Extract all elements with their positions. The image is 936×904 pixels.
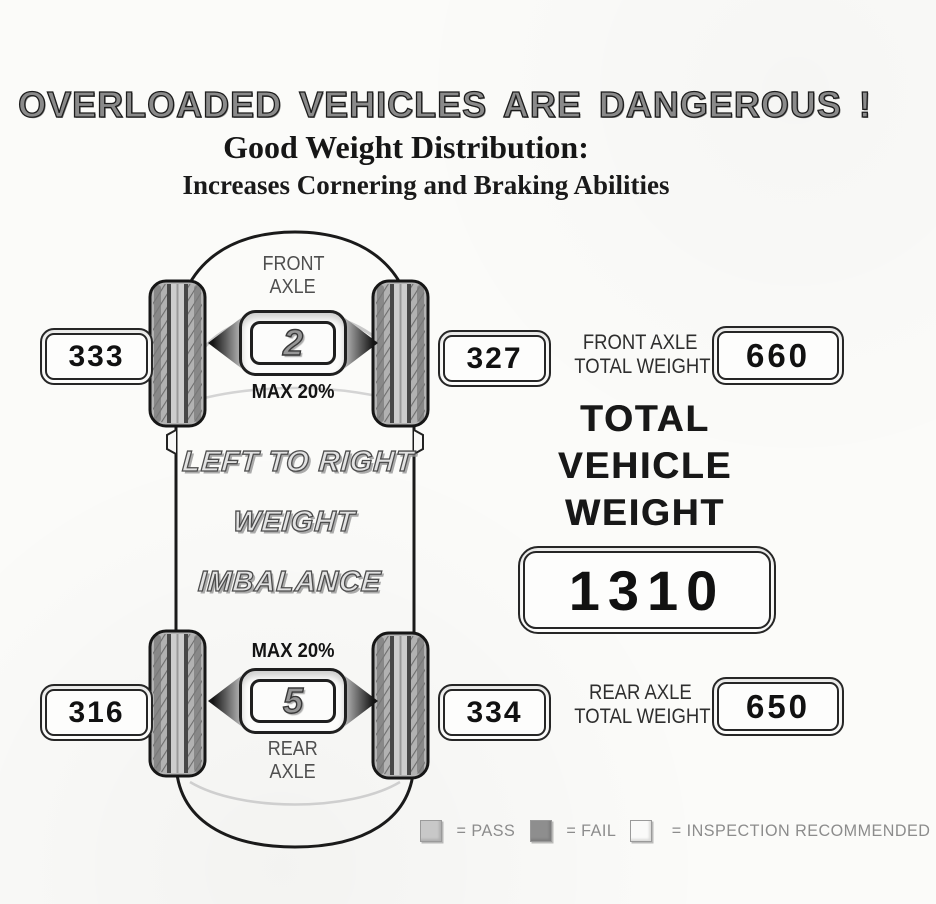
front-axle-total-box bbox=[712, 326, 844, 385]
status-legend bbox=[420, 817, 936, 845]
front-axle-total-label: FRONT AXLE TOTAL WEIGHT bbox=[574, 331, 711, 378]
imbalance-line2: WEIGHT bbox=[231, 506, 357, 538]
front-axle-caption bbox=[208, 253, 378, 299]
front-axle-caption-line1: FRONT bbox=[261, 253, 324, 275]
front-right-weight-box bbox=[438, 330, 551, 387]
rear-axle-caption bbox=[208, 738, 378, 784]
rear-right-weight-value: 334 bbox=[443, 689, 546, 736]
rear-left-weight-value: 316 bbox=[45, 689, 148, 736]
front-imbalance-value: 2 bbox=[282, 322, 304, 363]
total-vehicle-weight-box bbox=[518, 546, 776, 634]
rear-imbalance-widget bbox=[208, 668, 378, 734]
rear-axle-caption-line1: REAR bbox=[267, 738, 319, 760]
rear-left-weight-box bbox=[40, 684, 153, 741]
front-axle-total-value: 660 bbox=[717, 331, 839, 380]
rear-axle-total-value: 650 bbox=[717, 682, 839, 731]
left-right-imbalance-headline bbox=[159, 432, 430, 612]
rear-axle-total-label: REAR AXLE TOTAL WEIGHT bbox=[574, 681, 711, 728]
page-tagline: Increases Cornering and Braking Abilities bbox=[182, 170, 670, 200]
rear-axle-total-box bbox=[712, 677, 844, 736]
front-right-weight-value: 327 bbox=[443, 335, 546, 382]
right-arrow-icon bbox=[345, 318, 378, 368]
front-left-weight-value: 333 bbox=[45, 333, 148, 380]
left-arrow-icon bbox=[208, 318, 241, 368]
pass-swatch-icon bbox=[420, 820, 442, 842]
front-axle-caption-line2: AXLE bbox=[269, 276, 317, 298]
total-vehicle-weight-value: 1310 bbox=[523, 551, 771, 629]
rear-imbalance-inner-box bbox=[250, 679, 336, 723]
rear-max-caption: MAX 20% bbox=[251, 640, 335, 662]
inspection-swatch-icon bbox=[630, 820, 652, 842]
inspection-label: = INSPECTION RECOMMENDED bbox=[672, 821, 931, 840]
rear-left-tire bbox=[150, 631, 205, 776]
rear-right-weight-box bbox=[438, 684, 551, 741]
rear-axle-caption-line2: AXLE bbox=[269, 761, 317, 783]
fail-swatch-icon bbox=[530, 820, 552, 842]
left-arrow-icon bbox=[208, 676, 241, 726]
pass-label: = PASS bbox=[456, 821, 516, 840]
front-left-tire bbox=[150, 281, 205, 426]
fail-label: = FAIL bbox=[566, 821, 617, 840]
imbalance-line1: LEFT TO RIGHT bbox=[181, 446, 416, 478]
front-right-tire bbox=[373, 281, 428, 426]
front-max-caption: MAX 20% bbox=[251, 381, 335, 403]
imbalance-line3: IMBALANCE bbox=[197, 566, 383, 598]
page-subtitle: Good Weight Distribution: bbox=[223, 129, 589, 165]
front-imbalance-inner-box bbox=[250, 321, 336, 365]
front-imbalance-outer-box bbox=[239, 310, 347, 376]
rear-right-tire bbox=[373, 633, 428, 778]
page-title: OVERLOADED VEHICLES ARE DANGEROUS ! bbox=[18, 84, 872, 125]
total-vehicle-weight-heading: TOTAL VEHICLE WEIGHT bbox=[557, 398, 733, 533]
front-imbalance-widget bbox=[208, 310, 378, 376]
front-left-weight-box bbox=[40, 328, 153, 385]
right-arrow-icon bbox=[345, 676, 378, 726]
rear-imbalance-value: 5 bbox=[282, 680, 304, 721]
rear-deck-line bbox=[190, 782, 400, 805]
rear-imbalance-outer-box bbox=[239, 668, 347, 734]
